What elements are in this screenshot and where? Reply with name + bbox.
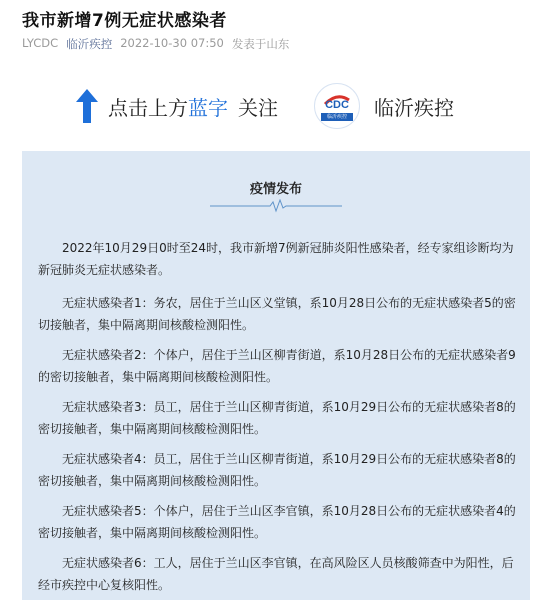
paragraph-text: 无症状感染者1：务农，居住于兰山区义堂镇，系10月28日公布的无症状感染者5的密切接触者，集中隔离期间核酸检测阳性。 xyxy=(38,296,516,332)
publish-timestamp: 2022-10-30 07:50 xyxy=(120,36,224,50)
notice-paragraph-summary xyxy=(38,237,516,281)
publish-location: 发表于山东 xyxy=(231,37,290,51)
follow-text-after: 关注 xyxy=(238,95,278,120)
paragraph-text: 无症状感染者2：个体户，居住于兰山区柳青街道，系10月28日公布的无症状感染者9的密切接触者，集中隔离期间核酸检测阳性。 xyxy=(38,348,516,384)
account-name[interactable]: 临沂疾控 xyxy=(374,95,454,120)
paragraph-text: 无症状感染者6：工人，居住于兰山区李官镇，在高风险区人员核酸筛查中为阳性，后经市疾控中心复核阳性。 xyxy=(38,556,514,592)
heartbeat-line-icon xyxy=(210,199,342,213)
paragraph-text: 无症状感染者3：员工，居住于兰山区柳青街道，系10月29日公布的无症状感染者8的密切接触者，集中隔离期间核酸检测阳性。 xyxy=(38,400,516,436)
notice-paragraph-case-4 xyxy=(38,448,516,492)
notice-heading: 疫情发布 xyxy=(249,182,302,197)
arrow-up-icon xyxy=(76,89,98,123)
paragraph-text: 无症状感染者4：员工，居住于兰山区柳青街道，系10月29日公布的无症状感染者8的密切接触者，集中隔离期间核酸检测阳性。 xyxy=(38,452,516,488)
author-name: LYCDC xyxy=(22,36,59,50)
logo-caption: 临沂疾控 xyxy=(326,114,347,120)
account-link[interactable]: 临沂疾控 xyxy=(66,37,113,51)
article-title: 我市新增7例无症状感染者 xyxy=(22,11,227,31)
notice-paragraph-case-6 xyxy=(38,552,516,596)
paragraph-text: 无症状感染者5：个体户，居住于兰山区李官镇，系10月28日公布的无症状感染者4的密切接触者，集中隔离期间核酸检测阳性。 xyxy=(38,504,516,540)
notice-paragraph-case-5 xyxy=(38,500,516,544)
follow-blue-link[interactable]: 蓝字 xyxy=(188,95,228,120)
notice-paragraph-case-1 xyxy=(38,292,516,336)
article-meta xyxy=(22,36,289,52)
follow-text-before: 点击上方 xyxy=(108,95,188,120)
svg-text:CDC: CDC xyxy=(325,99,349,111)
follow-prompt xyxy=(108,92,278,121)
follow-banner[interactable] xyxy=(76,84,454,128)
notice-paragraph-case-3 xyxy=(38,396,516,440)
paragraph-text: 2022年10月29日0时至24时，我市新增7例新冠肺炎阳性感染者，经专家组诊断均为新冠肺炎无症状感染者。 xyxy=(38,241,514,277)
cdc-logo-icon xyxy=(315,84,359,128)
notice-paragraph-case-2 xyxy=(38,344,516,388)
epidemic-notice-card xyxy=(22,151,530,600)
account-logo[interactable] xyxy=(314,83,360,129)
